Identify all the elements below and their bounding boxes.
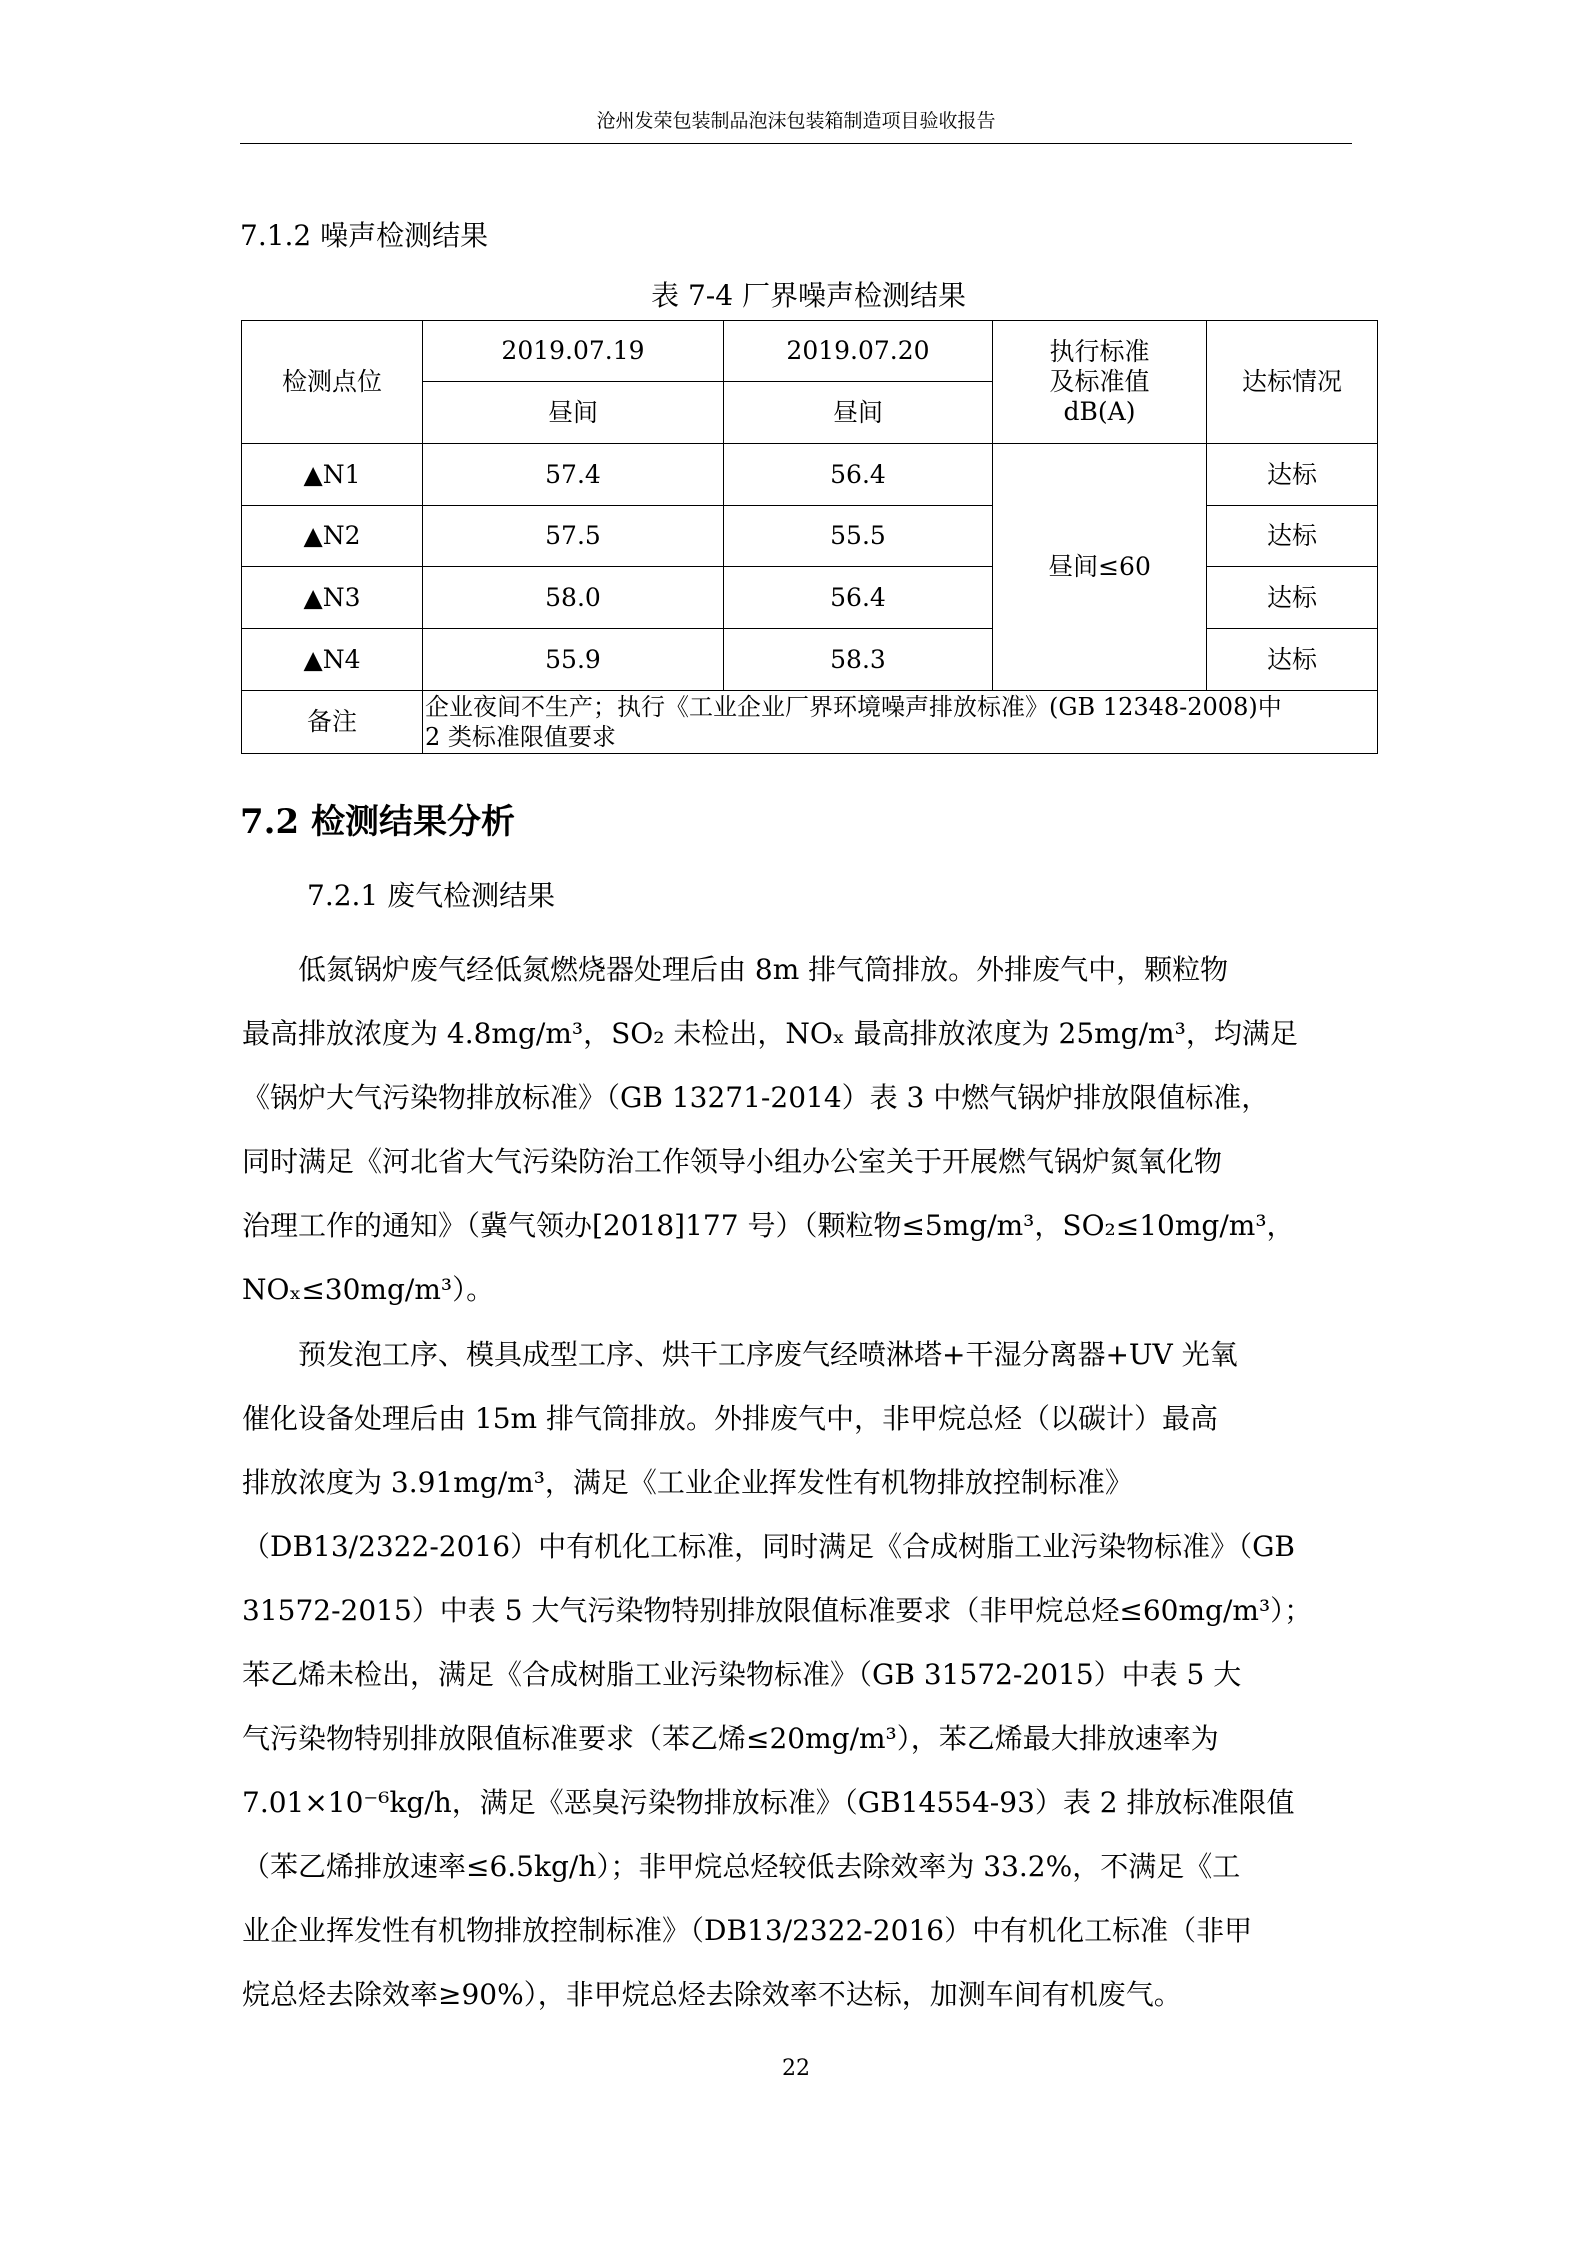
table-row bbox=[242, 444, 1378, 506]
value-cell: 57.5 bbox=[423, 506, 724, 567]
paragraph-line: 治理工作的通知》（冀气领办[2018]177 号）（颗粒物≤5mg/m³，SO₂≤10mg/m³， bbox=[242, 1209, 1295, 1242]
paragraph-boiler-exhaust bbox=[242, 938, 1355, 1322]
value-cell: 58.3 bbox=[724, 629, 993, 691]
paragraph-line: NOₓ≤30mg/m³）。 bbox=[242, 1273, 495, 1306]
point-cell: ▲N2 bbox=[242, 506, 423, 567]
paragraph-line: 苯乙烯未检出，满足《合成树脂工业污染物标准》（GB 31572-2015）中表 5 大 bbox=[242, 1658, 1242, 1691]
paragraph-line: （苯乙烯排放速率≤6.5kg/h）；非甲烷总烃较低去除效率为 33.2%，不满足《工 bbox=[242, 1850, 1241, 1883]
section-heading-7-2-1: 7.2.1 废气检测结果 bbox=[307, 879, 556, 912]
paragraph-line: 7.01×10⁻⁶kg/h，满足《恶臭污染物排放标准》（GB14554-93）表 2 排放标准限值 bbox=[242, 1786, 1295, 1819]
point-cell: ▲N3 bbox=[242, 567, 423, 629]
header-standard-line1: 执行标准 bbox=[1049, 337, 1150, 366]
paragraph-line: 最高排放浓度为 4.8mg/m³，SO₂ 未检出，NOₓ 最高排放浓度为 25mg/m³，均满足 bbox=[242, 1017, 1298, 1050]
header-date-2: 2019.07.20 bbox=[724, 321, 993, 382]
paragraph-line: 31572-2015）中表 5 大气污染物特别排放限值标准要求（非甲烷总烃≤60mg/m³）； bbox=[242, 1594, 1313, 1627]
header-period-1: 昼间 bbox=[423, 382, 724, 444]
paragraph-line: 低氮锅炉废气经低氮燃烧器处理后由 8m 排气筒排放。外排废气中，颗粒物 bbox=[242, 953, 1229, 986]
remark-line: 企业夜间不生产；执行《工业企业厂界环境噪声排放标准》(GB 12348-2008)中 bbox=[425, 693, 1282, 721]
header-rule bbox=[240, 143, 1352, 144]
result-cell: 达标 bbox=[1207, 629, 1378, 691]
paragraph-process-exhaust bbox=[242, 1323, 1355, 2027]
paragraph-line: 排放浓度为 3.91mg/m³，满足《工业企业挥发性有机物排放控制标准》 bbox=[242, 1466, 1133, 1499]
value-cell: 55.5 bbox=[724, 506, 993, 567]
table-row bbox=[242, 629, 1378, 691]
noise-results-table bbox=[241, 320, 1378, 754]
remark-text bbox=[423, 691, 1378, 754]
result-cell: 达标 bbox=[1207, 506, 1378, 567]
header-date-1: 2019.07.19 bbox=[423, 321, 724, 382]
table-row bbox=[242, 506, 1378, 567]
header-period-2: 昼间 bbox=[724, 382, 993, 444]
header-standard bbox=[993, 321, 1207, 444]
result-cell: 达标 bbox=[1207, 567, 1378, 629]
header-standard-line2: 及标准值 bbox=[1049, 367, 1150, 396]
remark-label: 备注 bbox=[242, 691, 423, 754]
section-heading-7-2: 7.2 检测结果分析 bbox=[240, 802, 515, 842]
paragraph-line: 催化设备处理后由 15m 排气筒排放。外排废气中，非甲烷总烃（以碳计）最高 bbox=[242, 1402, 1218, 1435]
point-cell: ▲N4 bbox=[242, 629, 423, 691]
paragraph-line: 业企业挥发性有机物排放控制标准》（DB13/2322-2016）中有机化工标准（非甲 bbox=[242, 1914, 1253, 1947]
standard-value-cell: 昼间≤60 bbox=[993, 444, 1207, 691]
point-cell: ▲N1 bbox=[242, 444, 423, 506]
value-cell: 55.9 bbox=[423, 629, 724, 691]
value-cell: 56.4 bbox=[724, 444, 993, 506]
value-cell: 56.4 bbox=[724, 567, 993, 629]
paragraph-line: 气污染物特别排放限值标准要求（苯乙烯≤20mg/m³），苯乙烯最大排放速率为 bbox=[242, 1722, 1219, 1755]
paragraph-line: （DB13/2322-2016）中有机化工标准，同时满足《合成树脂工业污染物标准》（GB bbox=[242, 1530, 1296, 1563]
value-cell: 57.4 bbox=[423, 444, 724, 506]
document-header: 沧州发荣包装制品泡沫包装箱制造项目验收报告 bbox=[596, 110, 996, 132]
header-standard-unit: dB(A) bbox=[1063, 397, 1136, 426]
table-row bbox=[242, 567, 1378, 629]
value-cell: 58.0 bbox=[423, 567, 724, 629]
paragraph-line: 《锅炉大气污染物排放标准》（GB 13271-2014）表 3 中燃气锅炉排放限值标准， bbox=[242, 1081, 1270, 1114]
table-caption: 表 7-4 厂界噪声检测结果 bbox=[651, 279, 966, 312]
page-number: 22 bbox=[782, 2056, 810, 2081]
section-heading-7-1-2: 7.1.2 噪声检测结果 bbox=[240, 219, 489, 252]
remark-line: 2 类标准限值要求 bbox=[425, 723, 616, 751]
header-detection-point: 检测点位 bbox=[242, 321, 423, 444]
remark-row bbox=[242, 691, 1378, 754]
header-compliance: 达标情况 bbox=[1207, 321, 1378, 444]
paragraph-line: 同时满足《河北省大气污染防治工作领导小组办公室关于开展燃气锅炉氮氧化物 bbox=[242, 1145, 1223, 1178]
result-cell: 达标 bbox=[1207, 444, 1378, 506]
paragraph-line: 烷总烃去除效率≥90%），非甲烷总烃去除效率不达标，加测车间有机废气。 bbox=[242, 1978, 1182, 2011]
paragraph-line: 预发泡工序、模具成型工序、烘干工序废气经喷淋塔+干湿分离器+UV 光氧 bbox=[242, 1338, 1238, 1371]
